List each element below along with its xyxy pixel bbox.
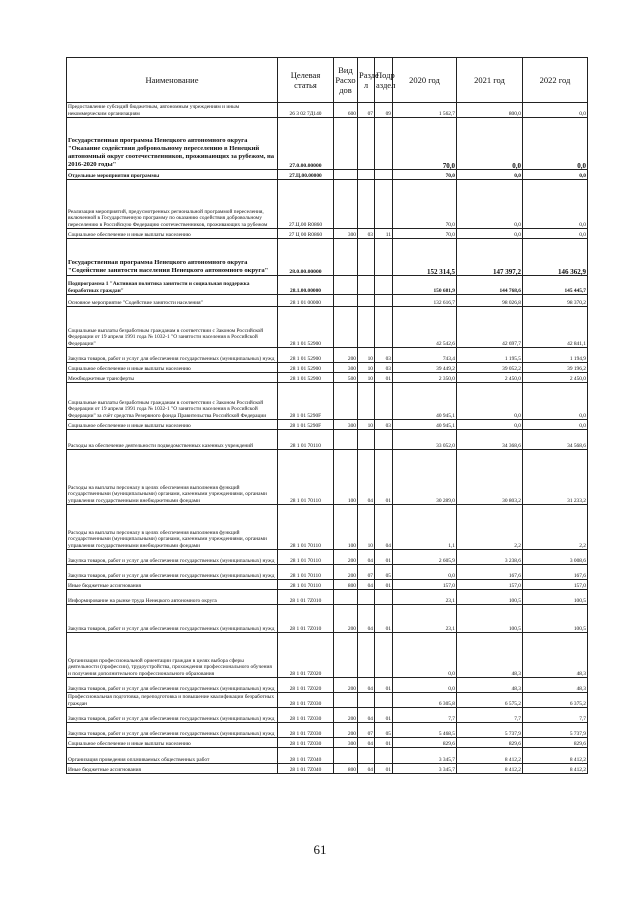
row-name-cell: Закупка товаров, работ и услуг для обеспечения государственных (муниципальных) нужд	[67, 550, 278, 565]
table-row	[67, 307, 588, 348]
row-expense-type-cell: 200	[334, 708, 358, 723]
row-name-cell: Социальное обеспечение и иные выплаты населению	[67, 363, 278, 373]
row-expense-type-cell: 100	[334, 450, 358, 505]
row-target-article-cell: 28 1 01 52900	[278, 348, 334, 363]
row-section-cell: 07	[358, 103, 375, 118]
row-value-2020-cell: 23,1	[393, 590, 457, 605]
row-name-cell: Расходы на выплаты персоналу в целях обеспечения выполнения функций государственными (муниципальными) органами, казенными учреждениями, органами управления государственными внебюджетными фондами	[67, 450, 278, 505]
row-value-2022-cell: 1 194,9	[523, 348, 588, 363]
table-row	[67, 565, 588, 580]
row-value-2020-cell: 7,7	[393, 708, 457, 723]
row-subsection-cell: 09	[375, 103, 393, 118]
row-target-article-cell: 27.Ц.00 R0860	[278, 180, 334, 229]
table-row	[67, 678, 588, 693]
row-target-article-cell: 28 1 01 52900	[278, 307, 334, 348]
row-name-cell: Социальное обеспечение и иные выплаты населению	[67, 420, 278, 430]
row-expense-type-cell: 200	[334, 550, 358, 565]
row-value-2020-cell: 70,0	[393, 118, 457, 170]
row-section-cell	[358, 633, 375, 678]
row-subsection-cell: 05	[375, 565, 393, 580]
table-row	[67, 708, 588, 723]
row-name-cell: Иные бюджетные ассигнования	[67, 764, 278, 774]
row-name-cell: Предоставление субсидий бюджетным, автономным учреждениям и иным некоммерческим организациям	[67, 103, 278, 118]
row-name-cell: Организация профессиональной ориентации граждан в целях выбора сферы деятельности (профессии), трудоустройства, прохождения профессионального обучения и получения дополнительного профессионального образования	[67, 633, 278, 678]
row-subsection-cell	[375, 180, 393, 229]
table-body	[67, 103, 588, 774]
row-target-article-cell: 26 3 02 7Д140	[278, 103, 334, 118]
row-section-cell: 07	[358, 565, 375, 580]
row-target-article-cell: 28 1 01 52900	[278, 373, 334, 383]
row-value-2020-cell: 2 605,9	[393, 550, 457, 565]
row-value-2021-cell: 2,2	[457, 505, 523, 550]
row-value-2020-cell: 6 305,8	[393, 693, 457, 708]
row-value-2021-cell: 42 697,7	[457, 307, 523, 348]
table-row	[67, 764, 588, 774]
row-value-2020-cell: 152 314,5	[393, 239, 457, 276]
row-name-cell: Основное мероприятие "Содействие занятости населения"	[67, 295, 278, 307]
row-section-cell: 04	[358, 764, 375, 774]
row-value-2021-cell: 2 450,0	[457, 373, 523, 383]
table-row	[67, 276, 588, 295]
row-value-2020-cell: 42 542,6	[393, 307, 457, 348]
row-value-2020-cell: 1 562,7	[393, 103, 457, 118]
row-value-2020-cell: 39 449,2	[393, 363, 457, 373]
row-value-2020-cell: 33 052,0	[393, 430, 457, 450]
row-value-2022-cell: 2 450,0	[523, 373, 588, 383]
row-value-2022-cell: 0,0	[523, 383, 588, 420]
row-name-cell: Организация проведения оплачиваемых общественных работ	[67, 748, 278, 764]
row-value-2021-cell: 39 052,2	[457, 363, 523, 373]
row-section-cell	[358, 383, 375, 420]
table-row	[67, 420, 588, 430]
header-expense-type: Вид Расхо дов	[334, 58, 358, 103]
row-name-cell: Закупка товаров, работ и услуг для обеспечения государственных (муниципальных) нужд	[67, 605, 278, 633]
row-name-cell: Закупка товаров, работ и услуг для обеспечения государственных (муниципальных) нужд	[67, 348, 278, 363]
row-expense-type-cell: 300	[334, 363, 358, 373]
row-value-2021-cell: 144 768,6	[457, 276, 523, 295]
table-row	[67, 580, 588, 590]
header-name: Наименование	[67, 58, 278, 103]
row-subsection-cell: 04	[375, 505, 393, 550]
row-value-2022-cell: 829,6	[523, 738, 588, 748]
row-target-article-cell: 28 1 01 70110	[278, 450, 334, 505]
row-value-2020-cell: 0,0	[393, 678, 457, 693]
row-expense-type-cell	[334, 633, 358, 678]
table-row	[67, 738, 588, 748]
row-value-2021-cell: 0,0	[457, 170, 523, 180]
header-year-2022: 2022 год	[523, 58, 588, 103]
row-value-2022-cell: 0,0	[523, 103, 588, 118]
row-name-cell: Информирование на рынке труда Ненецкого автономного округа	[67, 590, 278, 605]
table-row	[67, 373, 588, 383]
row-subsection-cell: 11	[375, 229, 393, 239]
row-expense-type-cell	[334, 295, 358, 307]
table-row	[67, 633, 588, 678]
row-value-2022-cell: 157,0	[523, 580, 588, 590]
row-expense-type-cell: 300	[334, 420, 358, 430]
row-value-2022-cell: 0,0	[523, 180, 588, 229]
row-section-cell	[358, 430, 375, 450]
table-row	[67, 363, 588, 373]
row-value-2022-cell: 8 412,2	[523, 764, 588, 774]
row-expense-type-cell: 200	[334, 605, 358, 633]
row-target-article-cell: 27 Ц 00 R0860	[278, 229, 334, 239]
row-subsection-cell: 03	[375, 348, 393, 363]
row-expense-type-cell	[334, 430, 358, 450]
row-target-article-cell: 28 1 01 70110	[278, 430, 334, 450]
row-subsection-cell	[375, 748, 393, 764]
table-row	[67, 550, 588, 565]
row-section-cell: 10	[358, 505, 375, 550]
row-target-article-cell: 28 1 01 70110	[278, 565, 334, 580]
row-value-2021-cell: 48,3	[457, 633, 523, 678]
row-target-article-cell: 28 1 01 5290F	[278, 383, 334, 420]
row-value-2021-cell: 0,0	[457, 420, 523, 430]
budget-table	[66, 57, 588, 774]
row-target-article-cell: 28 1 01 7Z030	[278, 693, 334, 708]
table-row	[67, 505, 588, 550]
row-value-2020-cell: 743,4	[393, 348, 457, 363]
row-value-2022-cell: 100,5	[523, 590, 588, 605]
row-subsection-cell	[375, 693, 393, 708]
row-value-2020-cell: 0,0	[393, 633, 457, 678]
row-expense-type-cell	[334, 170, 358, 180]
row-section-cell	[358, 307, 375, 348]
row-name-cell: Реализация мероприятий, предусмотренных региональной программой переселения, включенной в Государственную программу по оказанию содействия добровольному переселению в Российскую Федерацию соотечественников, проживающих за рубежом	[67, 180, 278, 229]
row-subsection-cell	[375, 118, 393, 170]
row-value-2020-cell: 3 345,7	[393, 748, 457, 764]
row-subsection-cell	[375, 239, 393, 276]
row-subsection-cell	[375, 383, 393, 420]
row-value-2022-cell: 48,3	[523, 633, 588, 678]
row-subsection-cell	[375, 295, 393, 307]
table-row	[67, 170, 588, 180]
row-subsection-cell: 03	[375, 420, 393, 430]
row-target-article-cell: 28 1 01 7Z010	[278, 605, 334, 633]
row-target-article-cell: 28 1 01 52900	[278, 363, 334, 373]
row-expense-type-cell	[334, 307, 358, 348]
row-expense-type-cell: 200	[334, 565, 358, 580]
row-target-article-cell: 28 1 01 7Z020	[278, 633, 334, 678]
table-row	[67, 295, 588, 307]
table-row	[67, 723, 588, 738]
page-number: 61	[313, 842, 327, 857]
row-subsection-cell: 01	[375, 708, 393, 723]
row-value-2021-cell: 0,0	[457, 118, 523, 170]
row-name-cell: Государственная программа Ненецкого автономного округа "Оказание содействия добровольному переселению в Ненецкий автономный округ соотечественников, проживающих за рубежом, на 2016-2020 годы"	[67, 118, 278, 170]
row-target-article-cell: 28 1 01 7Z030	[278, 723, 334, 738]
row-target-article-cell: 28 1 01 5290F	[278, 420, 334, 430]
row-value-2020-cell: 0,0	[393, 565, 457, 580]
row-value-2020-cell: 23,1	[393, 605, 457, 633]
row-value-2022-cell: 167,6	[523, 565, 588, 580]
row-name-cell: Иные бюджетные ассигнования	[67, 580, 278, 590]
row-section-cell: 04	[358, 678, 375, 693]
row-name-cell: Социальное обеспечение и иные выплаты населению	[67, 229, 278, 239]
row-target-article-cell: 28 1 01 70110	[278, 580, 334, 590]
row-target-article-cell: 27.Ц.00.00000	[278, 170, 334, 180]
row-section-cell	[358, 276, 375, 295]
row-value-2022-cell: 39 196,2	[523, 363, 588, 373]
row-name-cell: Межбюджетные трансферты	[67, 373, 278, 383]
row-section-cell	[358, 748, 375, 764]
table-row	[67, 748, 588, 764]
row-value-2021-cell: 8 412,2	[457, 748, 523, 764]
row-name-cell: Расходы на выплаты персоналу в целях обеспечения выполнения функций государственными (муниципальными) органами, казенными учреждениями, органами управления государственными внебюджетными фондами	[67, 505, 278, 550]
row-name-cell: Социальное обеспечение и иные выплаты населению	[67, 738, 278, 748]
row-section-cell: 03	[358, 229, 375, 239]
row-value-2020-cell: 40 945,1	[393, 420, 457, 430]
row-name-cell: Расходы на обеспечение деятельности подведомственных казенных учреждений	[67, 430, 278, 450]
row-subsection-cell: 01	[375, 450, 393, 505]
row-subsection-cell: 01	[375, 678, 393, 693]
row-value-2020-cell: 150 681,9	[393, 276, 457, 295]
row-expense-type-cell: 300	[334, 738, 358, 748]
row-subsection-cell	[375, 307, 393, 348]
table-row	[67, 450, 588, 505]
row-expense-type-cell	[334, 693, 358, 708]
row-value-2021-cell: 100,5	[457, 590, 523, 605]
row-target-article-cell: 28.1.00.00000	[278, 276, 334, 295]
row-target-article-cell: 28 1 01 7Z010	[278, 590, 334, 605]
row-value-2020-cell: 132 616,7	[393, 295, 457, 307]
row-subsection-cell	[375, 170, 393, 180]
row-target-article-cell: 28 1 01 7Z040	[278, 748, 334, 764]
table-row	[67, 430, 588, 450]
row-subsection-cell: 01	[375, 738, 393, 748]
row-subsection-cell: 01	[375, 373, 393, 383]
row-section-cell: 10	[358, 363, 375, 373]
row-name-cell: Профессиональная подготовка, переподготовка и повышение квалификации безработных граждан	[67, 693, 278, 708]
row-name-cell: Социальные выплаты безработным гражданам в соответствии с Законом Российской Федерации от 19 апреля 1991 года № 1032-1 "О занятости населения в Российской Федерации" за счёт средства Резервного фонда Правительства Российской Федерации	[67, 383, 278, 420]
row-expense-type-cell: 300	[334, 229, 358, 239]
row-target-article-cell: 28 1 01 00000	[278, 295, 334, 307]
table-row	[67, 348, 588, 363]
header-section: Разде л	[358, 58, 375, 103]
row-section-cell: 07	[358, 723, 375, 738]
row-value-2021-cell: 30 803,2	[457, 450, 523, 505]
row-section-cell	[358, 170, 375, 180]
row-target-article-cell: 28 1 01 7Z020	[278, 678, 334, 693]
row-value-2022-cell: 8 412,2	[523, 748, 588, 764]
row-value-2020-cell: 1,1	[393, 505, 457, 550]
row-subsection-cell: 01	[375, 605, 393, 633]
row-value-2020-cell: 40 945,1	[393, 383, 457, 420]
row-value-2021-cell: 5 737,9	[457, 723, 523, 738]
row-section-cell: 10	[358, 348, 375, 363]
row-section-cell: 04	[358, 708, 375, 723]
row-value-2021-cell: 0,0	[457, 229, 523, 239]
row-name-cell: Подпрограмма 1 "Активная политика занятости и социальная поддержка безработных граждан"	[67, 276, 278, 295]
header-year-2020: 2020 год	[393, 58, 457, 103]
row-section-cell	[358, 239, 375, 276]
row-section-cell: 10	[358, 373, 375, 383]
row-value-2022-cell: 0,0	[523, 229, 588, 239]
row-name-cell: Закупка товаров, работ и услуг для обеспечения государственных (муниципальных) нужд	[67, 708, 278, 723]
row-value-2021-cell: 800,0	[457, 103, 523, 118]
row-expense-type-cell: 800	[334, 580, 358, 590]
row-value-2020-cell: 2 350,0	[393, 373, 457, 383]
row-expense-type-cell	[334, 180, 358, 229]
header-year-2021: 2021 год	[457, 58, 523, 103]
row-value-2021-cell: 0,0	[457, 180, 523, 229]
row-value-2022-cell: 0,0	[523, 420, 588, 430]
table-row	[67, 590, 588, 605]
row-value-2021-cell: 147 397,2	[457, 239, 523, 276]
row-name-cell: Закупка товаров, работ и услуг для обеспечения государственных (муниципальных) нужд	[67, 678, 278, 693]
row-value-2021-cell: 157,0	[457, 580, 523, 590]
row-value-2022-cell: 5 737,9	[523, 723, 588, 738]
row-name-cell: Государственная программа Ненецкого автономного округа "Содействие занятости населения Ненецкого автономного округа"	[67, 239, 278, 276]
row-value-2020-cell: 157,0	[393, 580, 457, 590]
row-value-2022-cell: 0,0	[523, 170, 588, 180]
row-value-2022-cell: 0,0	[523, 118, 588, 170]
row-expense-type-cell	[334, 276, 358, 295]
row-value-2020-cell: 70,0	[393, 180, 457, 229]
row-value-2021-cell: 8 412,2	[457, 764, 523, 774]
row-name-cell: Социальные выплаты безработным гражданам в соответствии с Законом Российской Федерации от 19 апреля 1991 года № 1032-1 "О занятости населения в Российской Федерации"	[67, 307, 278, 348]
row-subsection-cell: 03	[375, 363, 393, 373]
row-expense-type-cell: 200	[334, 678, 358, 693]
table-row	[67, 605, 588, 633]
row-expense-type-cell	[334, 383, 358, 420]
row-value-2022-cell: 98 370,2	[523, 295, 588, 307]
row-target-article-cell: 27.0.00.00000	[278, 118, 334, 170]
row-name-cell: Закупка товаров, работ и услуг для обеспечения государственных (муниципальных) нужд	[67, 723, 278, 738]
row-expense-type-cell: 800	[334, 764, 358, 774]
header-subsection: Подр аздел	[375, 58, 393, 103]
row-section-cell	[358, 590, 375, 605]
row-value-2021-cell: 1 195,5	[457, 348, 523, 363]
row-section-cell	[358, 180, 375, 229]
row-subsection-cell	[375, 276, 393, 295]
row-target-article-cell: 28 1 01 70110	[278, 550, 334, 565]
table-header-row	[67, 58, 588, 103]
row-value-2022-cell: 100,5	[523, 605, 588, 633]
row-value-2022-cell: 34 568,6	[523, 430, 588, 450]
row-value-2021-cell: 829,6	[457, 738, 523, 748]
table-row	[67, 239, 588, 276]
table-row	[67, 693, 588, 708]
row-value-2022-cell: 7,7	[523, 708, 588, 723]
row-value-2022-cell: 48,3	[523, 678, 588, 693]
row-value-2021-cell: 0,0	[457, 383, 523, 420]
row-subsection-cell: 05	[375, 723, 393, 738]
table-row	[67, 103, 588, 118]
row-value-2021-cell: 7,7	[457, 708, 523, 723]
row-value-2021-cell: 6 575,2	[457, 693, 523, 708]
row-value-2022-cell: 3 008,6	[523, 550, 588, 565]
row-expense-type-cell: 500	[334, 373, 358, 383]
header-target-article: Целевая статья	[278, 58, 334, 103]
row-value-2020-cell: 829,6	[393, 738, 457, 748]
row-section-cell: 04	[358, 738, 375, 748]
row-value-2020-cell: 70,0	[393, 229, 457, 239]
row-value-2021-cell: 98 026,8	[457, 295, 523, 307]
row-value-2021-cell: 167,6	[457, 565, 523, 580]
row-value-2021-cell: 3 238,6	[457, 550, 523, 565]
row-name-cell: Отдельные мероприятия программы	[67, 170, 278, 180]
row-subsection-cell: 01	[375, 580, 393, 590]
row-value-2020-cell: 30 289,0	[393, 450, 457, 505]
row-value-2022-cell: 2,2	[523, 505, 588, 550]
row-target-article-cell: 28 1 01 7Z030	[278, 738, 334, 748]
row-expense-type-cell	[334, 590, 358, 605]
row-section-cell: 04	[358, 580, 375, 590]
row-value-2020-cell: 3 345,7	[393, 764, 457, 774]
table-row	[67, 229, 588, 239]
row-target-article-cell: 28 1 01 70110	[278, 505, 334, 550]
row-expense-type-cell: 200	[334, 348, 358, 363]
row-value-2021-cell: 48,3	[457, 678, 523, 693]
row-value-2022-cell: 31 233,2	[523, 450, 588, 505]
row-value-2021-cell: 34 368,6	[457, 430, 523, 450]
row-section-cell: 10	[358, 420, 375, 430]
row-value-2021-cell: 100,5	[457, 605, 523, 633]
table-row	[67, 180, 588, 229]
row-subsection-cell	[375, 590, 393, 605]
row-section-cell: 04	[358, 550, 375, 565]
row-target-article-cell: 28 1 01 7Z030	[278, 708, 334, 723]
row-subsection-cell: 01	[375, 550, 393, 565]
row-subsection-cell	[375, 633, 393, 678]
row-expense-type-cell: 100	[334, 505, 358, 550]
row-section-cell: 04	[358, 605, 375, 633]
row-value-2020-cell: 5 468,5	[393, 723, 457, 738]
row-value-2020-cell: 70,0	[393, 170, 457, 180]
row-expense-type-cell: 600	[334, 103, 358, 118]
table-row	[67, 383, 588, 420]
row-expense-type-cell	[334, 239, 358, 276]
row-value-2022-cell: 6 375,2	[523, 693, 588, 708]
row-target-article-cell: 28 1 01 7Z040	[278, 764, 334, 774]
row-name-cell: Закупка товаров, работ и услуг для обеспечения государственных (муниципальных) нужд	[67, 565, 278, 580]
row-value-2022-cell: 145 445,7	[523, 276, 588, 295]
row-value-2022-cell: 42 841,1	[523, 307, 588, 348]
row-subsection-cell: 01	[375, 764, 393, 774]
row-section-cell	[358, 693, 375, 708]
row-expense-type-cell	[334, 748, 358, 764]
row-expense-type-cell: 200	[334, 723, 358, 738]
row-subsection-cell	[375, 430, 393, 450]
row-section-cell	[358, 118, 375, 170]
table-row	[67, 118, 588, 170]
row-section-cell: 04	[358, 450, 375, 505]
row-section-cell	[358, 295, 375, 307]
row-target-article-cell: 28.0.00.00000	[278, 239, 334, 276]
row-value-2022-cell: 146 362,9	[523, 239, 588, 276]
row-expense-type-cell	[334, 118, 358, 170]
